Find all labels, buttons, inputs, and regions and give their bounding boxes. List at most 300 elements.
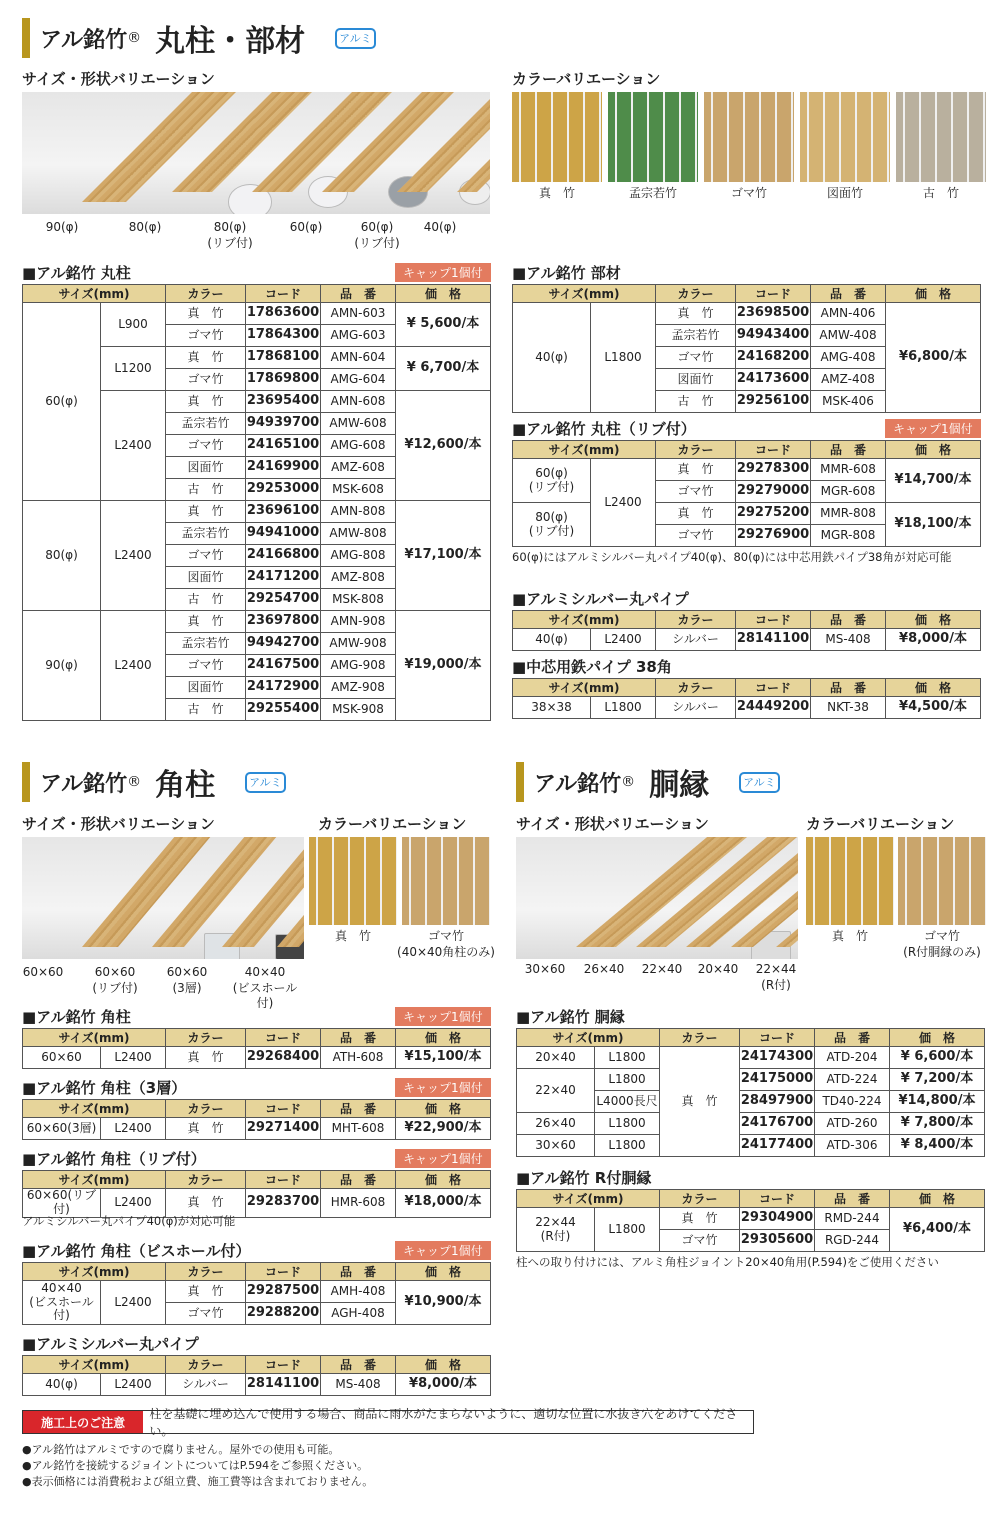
section-title-dobuchi xyxy=(516,762,780,802)
size-label: 22×40 xyxy=(641,962,683,976)
color-swatch-moso xyxy=(608,92,698,182)
reg-mark: ® xyxy=(127,774,142,790)
code-cell: 29283700 xyxy=(246,1189,321,1218)
table-cell: MMR-808 xyxy=(811,503,886,525)
column-header: 品 番 xyxy=(321,1263,396,1281)
table-header xyxy=(23,1029,491,1047)
column-header: 品 番 xyxy=(811,611,886,629)
section-title-maru xyxy=(22,18,376,58)
column-header: カラー xyxy=(656,441,736,459)
column-header: コード xyxy=(246,1356,321,1374)
construction-warning xyxy=(22,1407,754,1438)
size-label: 40×40 (ビスホール付) xyxy=(232,965,298,1011)
price-cell: ¥15,100/本 xyxy=(396,1047,491,1069)
price-cell: ¥22,900/本 xyxy=(396,1118,491,1140)
column-header: コード xyxy=(246,1263,321,1281)
table-cell: L4000長尺 xyxy=(595,1091,660,1113)
size-label: 60(φ) (リブ付) xyxy=(354,220,400,250)
table-title-rdobuchi: ■アル銘竹 R付胴縁 xyxy=(516,1169,652,1187)
code-cell: 29253000 xyxy=(246,479,321,501)
column-header: コード xyxy=(246,1100,321,1118)
column-header: サイズ(mm) xyxy=(513,611,656,629)
column-header: サイズ(mm) xyxy=(23,1100,166,1118)
column-header: カラー xyxy=(166,1029,246,1047)
code-cell: 29278300 xyxy=(736,459,811,481)
title-main: 角柱 xyxy=(155,768,216,803)
column-header: 品 番 xyxy=(321,1356,396,1374)
table-header xyxy=(23,285,491,303)
table-cell: ゴマ竹 xyxy=(166,369,246,391)
code-cell: 24175000 xyxy=(740,1069,815,1091)
table-cell: L2400 xyxy=(101,1118,166,1140)
table-row xyxy=(513,629,981,651)
price-table-dobuchi xyxy=(516,1028,985,1157)
color-label: 孟宗若竹 xyxy=(628,186,677,200)
alumi-badge-icon: アルミ xyxy=(335,28,376,49)
column-header: サイズ(mm) xyxy=(513,441,656,459)
table-row xyxy=(23,303,491,325)
table-cell: 真 竹 xyxy=(166,1047,246,1069)
color-variation-heading: カラーバリエーション xyxy=(318,815,467,833)
column-header: コード xyxy=(736,679,811,697)
table-cell: シルバー xyxy=(166,1374,246,1396)
color-label: 真 竹 xyxy=(334,929,371,943)
price-cell: ¥14,800/本 xyxy=(890,1091,985,1113)
price-cell: ¥6,800/本 xyxy=(886,303,981,413)
table-cell: L1800 xyxy=(595,1069,660,1091)
code-cell: 94942700 xyxy=(246,633,321,655)
table-header xyxy=(517,1029,985,1047)
table-row xyxy=(517,1047,985,1069)
price-cell: ¥ 7,800/本 xyxy=(890,1113,985,1135)
table-cell: HMR-608 xyxy=(321,1189,396,1218)
table-cell: ゴマ竹 xyxy=(656,347,736,369)
table-cell: L2400 xyxy=(101,1189,166,1218)
column-header: コード xyxy=(736,285,811,303)
column-header: カラー xyxy=(656,611,736,629)
price-table-kaku3 xyxy=(22,1099,491,1140)
column-header: カラー xyxy=(660,1190,740,1208)
size-label: 26×40 xyxy=(583,962,625,976)
column-header: カラー xyxy=(656,679,736,697)
table-cell: 古 竹 xyxy=(166,589,246,611)
color-swatch-madake xyxy=(806,837,894,925)
table-row xyxy=(513,303,981,325)
table-note: 柱への取り付けには、アルミ角柱ジョイント20×40角用(P.594)をご使用ください xyxy=(516,1255,939,1269)
column-header: サイズ(mm) xyxy=(23,1029,166,1047)
price-table-kakurib xyxy=(22,1170,491,1218)
column-header: 品 番 xyxy=(321,285,396,303)
table-cell: 古 竹 xyxy=(656,391,736,413)
price-cell: ¥ 6,700/本 xyxy=(396,347,491,391)
code-cell: 29279000 xyxy=(736,481,811,503)
table-cell: 古 竹 xyxy=(166,699,246,721)
code-cell: 24165100 xyxy=(246,435,321,457)
table-cell: AMG-603 xyxy=(321,325,396,347)
cap-included-badge: キャップ1個付 xyxy=(395,1007,491,1026)
column-header: カラー xyxy=(656,285,736,303)
color-label: 古 竹 xyxy=(922,186,959,200)
column-header: 価 格 xyxy=(886,285,981,303)
code-cell: 17869800 xyxy=(246,369,321,391)
table-cell: AMZ-908 xyxy=(321,677,396,699)
cap-included-badge: キャップ1個付 xyxy=(395,1241,491,1260)
table-cell: AMZ-408 xyxy=(811,369,886,391)
table-cell: L2400 xyxy=(591,459,656,547)
price-cell: ¥4,500/本 xyxy=(886,697,981,719)
square-pole-image xyxy=(22,837,304,959)
table-cell: L900 xyxy=(101,303,166,347)
table-cell: L1800 xyxy=(595,1208,660,1252)
column-header: 品 番 xyxy=(811,679,886,697)
brand: アル銘竹 xyxy=(40,27,128,53)
table-cell: AMG-608 xyxy=(321,435,396,457)
size-label: 60×60 (3層) xyxy=(166,965,208,995)
table-cell: ゴマ竹 xyxy=(166,545,246,567)
size-label: 60×60 xyxy=(22,965,64,979)
code-cell: 17863600 xyxy=(246,303,321,325)
table-cell: L2400 xyxy=(101,1047,166,1069)
price-cell: ¥8,000/本 xyxy=(396,1374,491,1396)
table-cell: L2400 xyxy=(101,611,166,721)
code-cell: 17864300 xyxy=(246,325,321,347)
table-note: 60(φ)にはアルミシルバー丸パイプ40(φ)、80(φ)には中芯用鉄パイプ38角が対応可能 xyxy=(512,550,952,564)
table-cell: 孟宗若竹 xyxy=(166,633,246,655)
table-cell: AMG-604 xyxy=(321,369,396,391)
code-cell: 28497900 xyxy=(740,1091,815,1113)
table-cell: 40(φ) xyxy=(513,303,591,413)
color-swatch-zumen xyxy=(800,92,890,182)
code-cell: 24169900 xyxy=(246,457,321,479)
column-header: 品 番 xyxy=(815,1029,890,1047)
code-cell: 29275200 xyxy=(736,503,811,525)
table-cell: MGR-608 xyxy=(811,481,886,503)
table-cell: RGD-244 xyxy=(815,1230,890,1252)
table-cell: 真 竹 xyxy=(166,1281,246,1303)
column-header: サイズ(mm) xyxy=(23,1263,166,1281)
column-header: 品 番 xyxy=(811,285,886,303)
table-cell: 40(φ) xyxy=(513,629,591,651)
table-cell: ゴマ竹 xyxy=(660,1230,740,1252)
table-cell: RMD-244 xyxy=(815,1208,890,1230)
color-label: ゴマ竹 xyxy=(730,186,767,200)
column-header: カラー xyxy=(166,1356,246,1374)
size-label: 22×44 (R付) xyxy=(755,962,797,992)
table-cell: 80(φ) xyxy=(23,501,101,611)
table-cell: ゴマ竹 xyxy=(166,325,246,347)
code-cell: 24172900 xyxy=(246,677,321,699)
column-header: コード xyxy=(246,1171,321,1189)
table-cell: L2400 xyxy=(101,1374,166,1396)
column-header: サイズ(mm) xyxy=(23,285,166,303)
table-cell: TD40-224 xyxy=(815,1091,890,1113)
table-row xyxy=(517,1069,985,1091)
table-cell: 真 竹 xyxy=(166,303,246,325)
table-header xyxy=(23,1171,491,1189)
table-cell: L1200 xyxy=(101,347,166,391)
size-label: 30×60 xyxy=(524,962,566,976)
color-label: ゴマ竹 (R付胴縁のみ) xyxy=(903,929,981,959)
table-row xyxy=(517,1208,985,1230)
code-cell: 24167500 xyxy=(246,655,321,677)
color-swatch-goma xyxy=(402,837,490,925)
table-cell: MHT-608 xyxy=(321,1118,396,1140)
table-cell: 22×40 xyxy=(517,1069,595,1113)
table-cell: L1800 xyxy=(595,1047,660,1069)
table-row xyxy=(513,459,981,481)
table-cell: AMW-808 xyxy=(321,523,396,545)
table-cell: MS-408 xyxy=(321,1374,396,1396)
code-cell: 24177400 xyxy=(740,1135,815,1157)
title-main: 胴縁 xyxy=(649,768,710,803)
table-cell: MSK-908 xyxy=(321,699,396,721)
table-cell: MGR-808 xyxy=(811,525,886,547)
price-table-kaku xyxy=(22,1028,491,1069)
warning-text: 柱を基礎に埋め込んで使用する場合、商品に雨水がたまらないように、適切な位置に水抜き穴をあけてください。 xyxy=(149,1407,738,1438)
table-cell: AMG-408 xyxy=(811,347,886,369)
code-cell: 23698500 xyxy=(736,303,811,325)
column-header: 価 格 xyxy=(890,1029,985,1047)
code-cell: 28141100 xyxy=(246,1374,321,1396)
table-cell: AMW-608 xyxy=(321,413,396,435)
table-cell: 図面竹 xyxy=(166,567,246,589)
table-cell: 26×40 xyxy=(517,1113,595,1135)
table-cell: 真 竹 xyxy=(166,1189,246,1218)
price-cell: ¥8,000/本 xyxy=(886,629,981,651)
table-cell: L1800 xyxy=(591,697,656,719)
color-label: ゴマ竹 (40×40角柱のみ) xyxy=(397,929,495,959)
table-cell: L2400 xyxy=(101,501,166,611)
price-table-rdobuchi xyxy=(516,1189,985,1252)
price-cell: ¥10,900/本 xyxy=(396,1281,491,1325)
table-row xyxy=(517,1113,985,1135)
table-title-pipe2: ■アルミシルバー丸パイプ xyxy=(22,1335,199,1353)
table-cell: 真 竹 xyxy=(656,459,736,481)
code-cell: 24449200 xyxy=(736,697,811,719)
table-cell: 80(φ) (リブ付) xyxy=(513,503,591,547)
table-title-dobuchi: ■アル銘竹 胴縁 xyxy=(516,1008,625,1026)
price-cell: ¥ 7,200/本 xyxy=(890,1069,985,1091)
footnote: ●表示価格には消費税および組立費、施工費等は含まれておりません。 xyxy=(22,1475,374,1488)
table-cell: シルバー xyxy=(656,697,736,719)
code-cell: 29254700 xyxy=(246,589,321,611)
price-table-kakubis xyxy=(22,1262,491,1325)
price-cell: ¥14,700/本 xyxy=(886,459,981,503)
column-header: サイズ(mm) xyxy=(23,1171,166,1189)
size-variation-heading: サイズ・形状バリエーション xyxy=(516,815,709,833)
price-cell: ¥18,000/本 xyxy=(396,1189,491,1218)
column-header: サイズ(mm) xyxy=(517,1190,660,1208)
table-header xyxy=(513,679,981,697)
column-header: 価 格 xyxy=(396,1263,491,1281)
table-cell: ATH-608 xyxy=(321,1047,396,1069)
code-cell: 23695400 xyxy=(246,391,321,413)
table-row xyxy=(513,503,981,525)
table-title-kaku: ■アル銘竹 角柱 xyxy=(22,1008,131,1026)
table-cell: 図面竹 xyxy=(166,457,246,479)
code-cell: 24174300 xyxy=(740,1047,815,1069)
size-variation-heading: サイズ・形状バリエーション xyxy=(22,70,215,88)
table-title-pipe1: ■アルミシルバー丸パイプ xyxy=(512,590,689,608)
table-cell: ATD-204 xyxy=(815,1047,890,1069)
table-title-buzai: ■アル銘竹 部材 xyxy=(512,264,621,282)
column-header: 品 番 xyxy=(811,441,886,459)
price-table-pipe2 xyxy=(22,1355,491,1396)
price-cell: ¥18,100/本 xyxy=(886,503,981,547)
table-row xyxy=(23,1047,491,1069)
price-cell: ¥19,000/本 xyxy=(396,611,491,721)
table-row xyxy=(23,611,491,633)
table-cell: 40×40 (ビスホール付) xyxy=(23,1281,101,1325)
column-header: カラー xyxy=(166,1263,246,1281)
table-cell: L1800 xyxy=(591,303,656,413)
price-cell: ¥ 5,600/本 xyxy=(396,303,491,347)
table-cell: L1800 xyxy=(595,1113,660,1135)
column-header: サイズ(mm) xyxy=(513,285,656,303)
size-label: 90(φ) xyxy=(45,220,79,234)
table-title-iron: ■中芯用鉄パイプ 38角 xyxy=(512,658,672,676)
table-cell: MSK-808 xyxy=(321,589,396,611)
code-cell: 94939700 xyxy=(246,413,321,435)
table-cell: 真 竹 xyxy=(166,611,246,633)
table-cell: 孟宗若竹 xyxy=(166,413,246,435)
table-header xyxy=(517,1190,985,1208)
table-cell: MSK-406 xyxy=(811,391,886,413)
column-header: コード xyxy=(740,1190,815,1208)
column-header: サイズ(mm) xyxy=(517,1029,660,1047)
column-header: 価 格 xyxy=(396,1356,491,1374)
table-cell: 60(φ) (リブ付) xyxy=(513,459,591,503)
table-cell: 真 竹 xyxy=(656,503,736,525)
column-header: 価 格 xyxy=(396,1029,491,1047)
column-header: コード xyxy=(736,441,811,459)
table-cell: 真 竹 xyxy=(166,1118,246,1140)
color-variation-heading: カラーバリエーション xyxy=(806,815,955,833)
column-header: 品 番 xyxy=(321,1100,396,1118)
code-cell: 24171200 xyxy=(246,567,321,589)
table-cell: 真 竹 xyxy=(166,501,246,523)
code-cell: 29287500 xyxy=(246,1281,321,1303)
code-cell: 29304900 xyxy=(740,1208,815,1230)
color-swatch-goma xyxy=(898,837,986,925)
column-header: コード xyxy=(736,611,811,629)
color-label: 真 竹 xyxy=(831,929,868,943)
column-header: コード xyxy=(740,1029,815,1047)
column-header: 品 番 xyxy=(321,1171,396,1189)
code-cell: 94943400 xyxy=(736,325,811,347)
color-swatch-goma xyxy=(704,92,794,182)
table-cell: MS-408 xyxy=(811,629,886,651)
column-header: コード xyxy=(246,285,321,303)
code-cell: 94941000 xyxy=(246,523,321,545)
column-header: 価 格 xyxy=(886,441,981,459)
table-cell: 孟宗若竹 xyxy=(166,523,246,545)
table-cell: 真 竹 xyxy=(656,303,736,325)
table-cell: ATD-306 xyxy=(815,1135,890,1157)
code-cell: 29305600 xyxy=(740,1230,815,1252)
column-header: 価 格 xyxy=(396,1171,491,1189)
table-cell: 60(φ) xyxy=(23,303,101,501)
cap-included-badge: キャップ1個付 xyxy=(395,1149,491,1168)
cap-included-badge: キャップ1個付 xyxy=(395,263,491,282)
table-cell: AMN-604 xyxy=(321,347,396,369)
table-cell: ATD-224 xyxy=(815,1069,890,1091)
title-main: 丸柱・部材 xyxy=(155,24,306,59)
column-header: コード xyxy=(246,1029,321,1047)
table-cell: 真 竹 xyxy=(166,391,246,413)
table-cell: AMZ-608 xyxy=(321,457,396,479)
table-cell: AMW-908 xyxy=(321,633,396,655)
table-header xyxy=(23,1100,491,1118)
table-cell: 30×60 xyxy=(517,1135,595,1157)
price-cell: ¥6,400/本 xyxy=(890,1208,985,1252)
price-cell: ¥17,100/本 xyxy=(396,501,491,611)
size-label: 60×60 (リブ付) xyxy=(92,965,138,995)
table-title-kaku3: ■アル銘竹 角柱（3層） xyxy=(22,1079,187,1097)
size-variation-heading: サイズ・形状バリエーション xyxy=(22,815,215,833)
table-row xyxy=(517,1135,985,1157)
table-cell: 38×38 xyxy=(513,697,591,719)
table-cell: 40(φ) xyxy=(23,1374,101,1396)
color-swatch-madake xyxy=(309,837,397,925)
table-cell: L2400 xyxy=(591,629,656,651)
table-cell: ゴマ竹 xyxy=(166,655,246,677)
color-label: 真 竹 xyxy=(538,186,575,200)
table-cell: 20×40 xyxy=(517,1047,595,1069)
table-cell: AMN-608 xyxy=(321,391,396,413)
table-cell: ゴマ竹 xyxy=(166,1303,246,1325)
price-cell: ¥ 6,600/本 xyxy=(890,1047,985,1069)
brand: アル銘竹 xyxy=(534,771,622,797)
column-header: 品 番 xyxy=(321,1029,396,1047)
table-header xyxy=(513,441,981,459)
cap-included-badge: キャップ1個付 xyxy=(395,1078,491,1097)
table-row xyxy=(513,697,981,719)
table-row xyxy=(23,1281,491,1303)
column-header: 価 格 xyxy=(886,679,981,697)
table-cell: NKT-38 xyxy=(811,697,886,719)
column-header: カラー xyxy=(166,1171,246,1189)
table-cell: 図面竹 xyxy=(656,369,736,391)
table-cell: 図面竹 xyxy=(166,677,246,699)
price-cell: ¥12,600/本 xyxy=(396,391,491,501)
column-header: 価 格 xyxy=(396,285,491,303)
color-label: 図面竹 xyxy=(826,186,863,200)
code-cell: 29255400 xyxy=(246,699,321,721)
color-swatch-furu xyxy=(896,92,986,182)
code-cell: 24168200 xyxy=(736,347,811,369)
table-cell: 真 竹 xyxy=(660,1047,740,1157)
table-header xyxy=(513,285,981,303)
table-cell: 90(φ) xyxy=(23,611,101,721)
column-header: 価 格 xyxy=(396,1100,491,1118)
table-cell: AMG-808 xyxy=(321,545,396,567)
table-header xyxy=(23,1356,491,1374)
code-cell: 29271400 xyxy=(246,1118,321,1140)
code-cell: 17868100 xyxy=(246,347,321,369)
table-cell: MSK-608 xyxy=(321,479,396,501)
color-variation-heading: カラーバリエーション xyxy=(512,70,661,88)
code-cell: 24166800 xyxy=(246,545,321,567)
code-cell: 24176700 xyxy=(740,1113,815,1135)
furring-strip-image xyxy=(516,837,798,959)
column-header: カラー xyxy=(166,1100,246,1118)
price-table-maru xyxy=(22,284,491,721)
footnotes xyxy=(22,1442,373,1490)
color-swatch-madake xyxy=(512,92,602,182)
code-cell: 24173600 xyxy=(736,369,811,391)
size-label: 80(φ) (リブ付) xyxy=(207,220,253,250)
